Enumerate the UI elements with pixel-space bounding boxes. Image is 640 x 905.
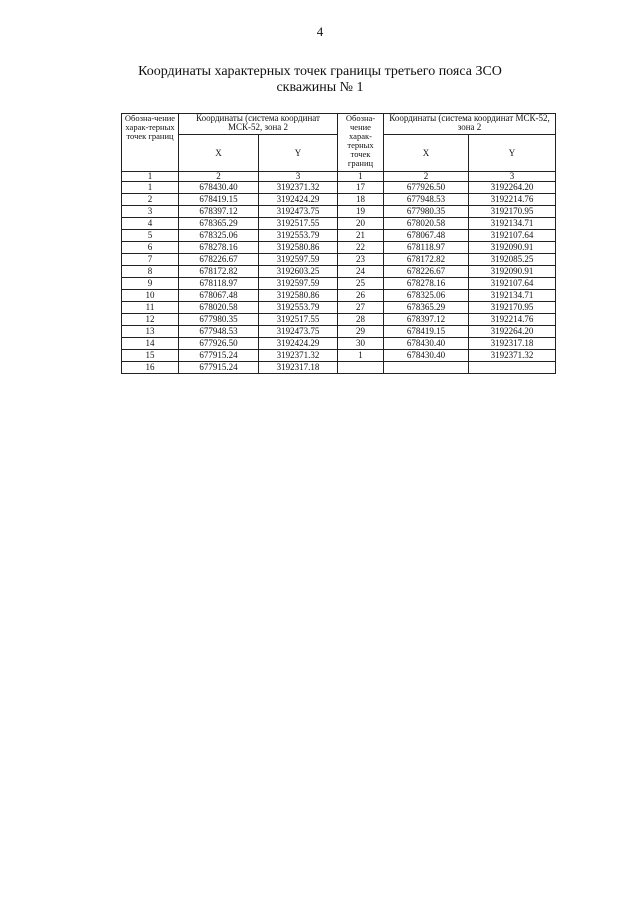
- coord-group-header-right: Координаты (система координат МСК-52, зона 2: [384, 114, 556, 135]
- y-value-left: 3192473.75: [259, 206, 338, 218]
- column-index: 2: [179, 172, 259, 182]
- point-number-left: 14: [122, 338, 179, 350]
- point-number-right: 19: [338, 206, 384, 218]
- point-number-left: 13: [122, 326, 179, 338]
- point-number-left: 9: [122, 278, 179, 290]
- column-index: 2: [384, 172, 469, 182]
- x-value-left: 677948.53: [179, 326, 259, 338]
- y-value-right: 3192134.71: [469, 218, 556, 230]
- table-row: [122, 302, 556, 314]
- x-header-right: X: [384, 135, 469, 172]
- y-value-left: 3192553.79: [259, 230, 338, 242]
- table-row: [122, 242, 556, 254]
- point-number-left: 12: [122, 314, 179, 326]
- point-number-right: 28: [338, 314, 384, 326]
- table-row: [122, 362, 556, 374]
- table-row: [122, 338, 556, 350]
- point-number-left: 10: [122, 290, 179, 302]
- y-value-left: 3192517.55: [259, 218, 338, 230]
- x-value-left: 678278.16: [179, 242, 259, 254]
- y-value-left: 3192580.86: [259, 290, 338, 302]
- point-number-right: 29: [338, 326, 384, 338]
- y-value-left: 3192603.25: [259, 266, 338, 278]
- y-value-right: 3192170.95: [469, 302, 556, 314]
- x-value-right: 677926.50: [384, 182, 469, 194]
- x-value-left: 678430.40: [179, 182, 259, 194]
- table-row: [122, 218, 556, 230]
- y-value-right: [469, 362, 556, 374]
- y-value-left: 3192597.59: [259, 278, 338, 290]
- x-value-right: 678226.67: [384, 266, 469, 278]
- point-number-right: 1: [338, 350, 384, 362]
- x-value-left: 678325.06: [179, 230, 259, 242]
- point-number-right: 18: [338, 194, 384, 206]
- x-value-right: 678278.16: [384, 278, 469, 290]
- x-value-right: 678430.40: [384, 350, 469, 362]
- y-value-right: 3192264.20: [469, 182, 556, 194]
- point-number-left: 1: [122, 182, 179, 194]
- y-value-left: 3192371.32: [259, 182, 338, 194]
- x-value-right: [384, 362, 469, 374]
- x-value-left: 678397.12: [179, 206, 259, 218]
- point-number-right: 20: [338, 218, 384, 230]
- x-value-right: 678020.58: [384, 218, 469, 230]
- y-value-left: 3192317.18: [259, 362, 338, 374]
- y-value-right: 3192317.18: [469, 338, 556, 350]
- column-index: 3: [469, 172, 556, 182]
- table-row: [122, 206, 556, 218]
- y-value-left: 3192517.55: [259, 314, 338, 326]
- x-value-right: 677948.53: [384, 194, 469, 206]
- document-title: [100, 64, 540, 96]
- point-number-right: 24: [338, 266, 384, 278]
- point-number-right: 26: [338, 290, 384, 302]
- y-value-right: 3192134.71: [469, 290, 556, 302]
- point-number-left: 4: [122, 218, 179, 230]
- x-value-right: 678397.12: [384, 314, 469, 326]
- table-row: [122, 278, 556, 290]
- title-line-1: Координаты характерных точек границы третьего пояса ЗСО: [138, 64, 502, 79]
- point-number-left: 8: [122, 266, 179, 278]
- point-number-right: 22: [338, 242, 384, 254]
- point-number-left: 11: [122, 302, 179, 314]
- table-row: [122, 326, 556, 338]
- x-value-right: 678325.06: [384, 290, 469, 302]
- page-number: 4: [316, 24, 324, 39]
- coordinates-table: [121, 113, 556, 374]
- x-value-left: 678118.97: [179, 278, 259, 290]
- x-header-left: X: [179, 135, 259, 172]
- x-value-left: 678020.58: [179, 302, 259, 314]
- x-value-left: 678226.67: [179, 254, 259, 266]
- x-value-right: 678067.48: [384, 230, 469, 242]
- point-number-right: 21: [338, 230, 384, 242]
- x-value-left: 677915.24: [179, 362, 259, 374]
- title-line-2: скважины № 1: [276, 80, 364, 95]
- y-value-right: 3192170.95: [469, 206, 556, 218]
- y-value-left: 3192553.79: [259, 302, 338, 314]
- y-header-left: Y: [259, 135, 338, 172]
- column-index: 1: [338, 172, 384, 182]
- point-number-right: 30: [338, 338, 384, 350]
- y-value-right: 3192107.64: [469, 230, 556, 242]
- designation-header-left: Обозна-чение харак-терных точек границ: [122, 114, 179, 172]
- x-value-right: 678419.15: [384, 326, 469, 338]
- point-number-left: 3: [122, 206, 179, 218]
- point-number-right: 25: [338, 278, 384, 290]
- y-value-right: 3192085.25: [469, 254, 556, 266]
- coord-group-header-left: Координаты (система координат МСК-52, зона 2: [179, 114, 338, 135]
- table-row: [122, 254, 556, 266]
- x-value-left: 677980.35: [179, 314, 259, 326]
- column-index: 1: [122, 172, 179, 182]
- table-row: [122, 266, 556, 278]
- x-value-right: 678365.29: [384, 302, 469, 314]
- point-number-left: 5: [122, 230, 179, 242]
- y-value-left: 3192597.59: [259, 254, 338, 266]
- y-value-left: 3192580.86: [259, 242, 338, 254]
- table-row: [122, 350, 556, 362]
- point-number-left: 6: [122, 242, 179, 254]
- y-value-right: 3192107.64: [469, 278, 556, 290]
- y-header-right: Y: [469, 135, 556, 172]
- x-value-right: 678172.82: [384, 254, 469, 266]
- x-value-left: 678365.29: [179, 218, 259, 230]
- x-value-left: 677926.50: [179, 338, 259, 350]
- x-value-right: 678118.97: [384, 242, 469, 254]
- point-number-left: 2: [122, 194, 179, 206]
- column-index: 3: [259, 172, 338, 182]
- point-number-left: 7: [122, 254, 179, 266]
- point-number-left: 15: [122, 350, 179, 362]
- point-number-right: 23: [338, 254, 384, 266]
- y-value-right: 3192214.76: [469, 194, 556, 206]
- column-index-row: [122, 172, 556, 182]
- y-value-left: 3192424.29: [259, 194, 338, 206]
- point-number-right: 27: [338, 302, 384, 314]
- coordinates-table-body: [122, 182, 556, 374]
- x-value-left: 678419.15: [179, 194, 259, 206]
- y-value-right: 3192371.32: [469, 350, 556, 362]
- y-value-left: 3192473.75: [259, 326, 338, 338]
- point-number-left: 16: [122, 362, 179, 374]
- x-value-right: 678430.40: [384, 338, 469, 350]
- y-value-right: 3192214.76: [469, 314, 556, 326]
- table-row: [122, 314, 556, 326]
- point-number-right: 17: [338, 182, 384, 194]
- y-value-right: 3192090.91: [469, 266, 556, 278]
- y-value-left: 3192424.29: [259, 338, 338, 350]
- y-value-right: 3192090.91: [469, 242, 556, 254]
- table-row: [122, 182, 556, 194]
- x-value-left: 678067.48: [179, 290, 259, 302]
- designation-header-right: Обозна-чение харак-терных точек границ: [338, 114, 384, 172]
- point-number-right: [338, 362, 384, 374]
- table-row: [122, 230, 556, 242]
- y-value-left: 3192371.32: [259, 350, 338, 362]
- table-row: [122, 194, 556, 206]
- y-value-right: 3192264.20: [469, 326, 556, 338]
- x-value-left: 678172.82: [179, 266, 259, 278]
- x-value-left: 677915.24: [179, 350, 259, 362]
- x-value-right: 677980.35: [384, 206, 469, 218]
- table-row: [122, 290, 556, 302]
